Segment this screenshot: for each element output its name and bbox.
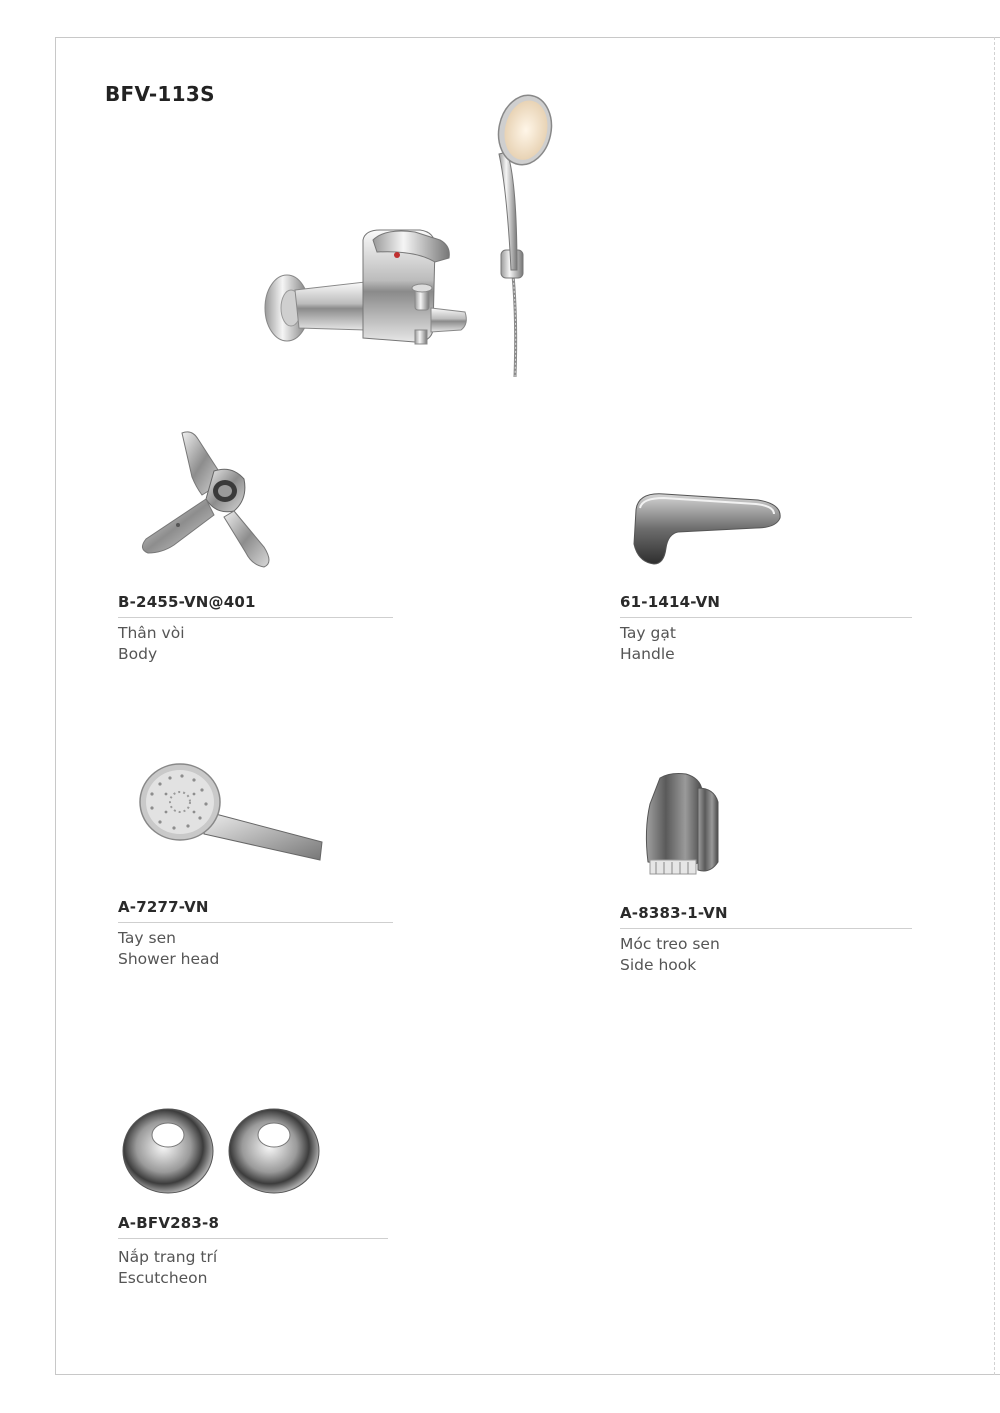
part-card-body: [118, 593, 393, 665]
part-code: 61-1414-VN: [620, 593, 912, 618]
part-name-vi: Tay sen: [118, 929, 176, 947]
part-name-en: Side hook: [620, 956, 697, 974]
part-name-vi: Thân vòi: [118, 624, 185, 642]
part-name-en: Body: [118, 645, 158, 663]
part-name-en: Handle: [620, 645, 675, 663]
part-name-vi: Nắp trang trí: [118, 1248, 218, 1266]
shower-head-icon: [138, 760, 328, 865]
part-name-vi: Móc treo sen: [620, 935, 720, 953]
part-code: B-2455-VN@401: [118, 593, 393, 618]
part-name-en: Escutcheon: [118, 1269, 208, 1287]
faucet-body-icon: [132, 425, 287, 570]
part-name-en: Shower head: [118, 950, 220, 968]
part-card-handle: [620, 593, 912, 665]
part-code: A-8383-1-VN: [620, 904, 912, 929]
part-code: A-7277-VN: [118, 898, 393, 923]
part-card-side-hook: [620, 904, 912, 976]
side-hook-icon: [640, 770, 725, 882]
escutcheon-icon: [120, 1105, 325, 1197]
page-edge-dashed: [994, 37, 995, 1375]
model-title: BFV-113S: [105, 82, 215, 106]
part-card-escutcheon: [118, 1214, 388, 1289]
part-code: A-BFV283-8: [118, 1214, 388, 1239]
lever-handle-icon: [628, 488, 788, 573]
part-name-vi: Tay gạt: [620, 624, 676, 642]
bath-mixer-product-image: [255, 90, 565, 385]
part-card-shower-head: [118, 898, 393, 970]
